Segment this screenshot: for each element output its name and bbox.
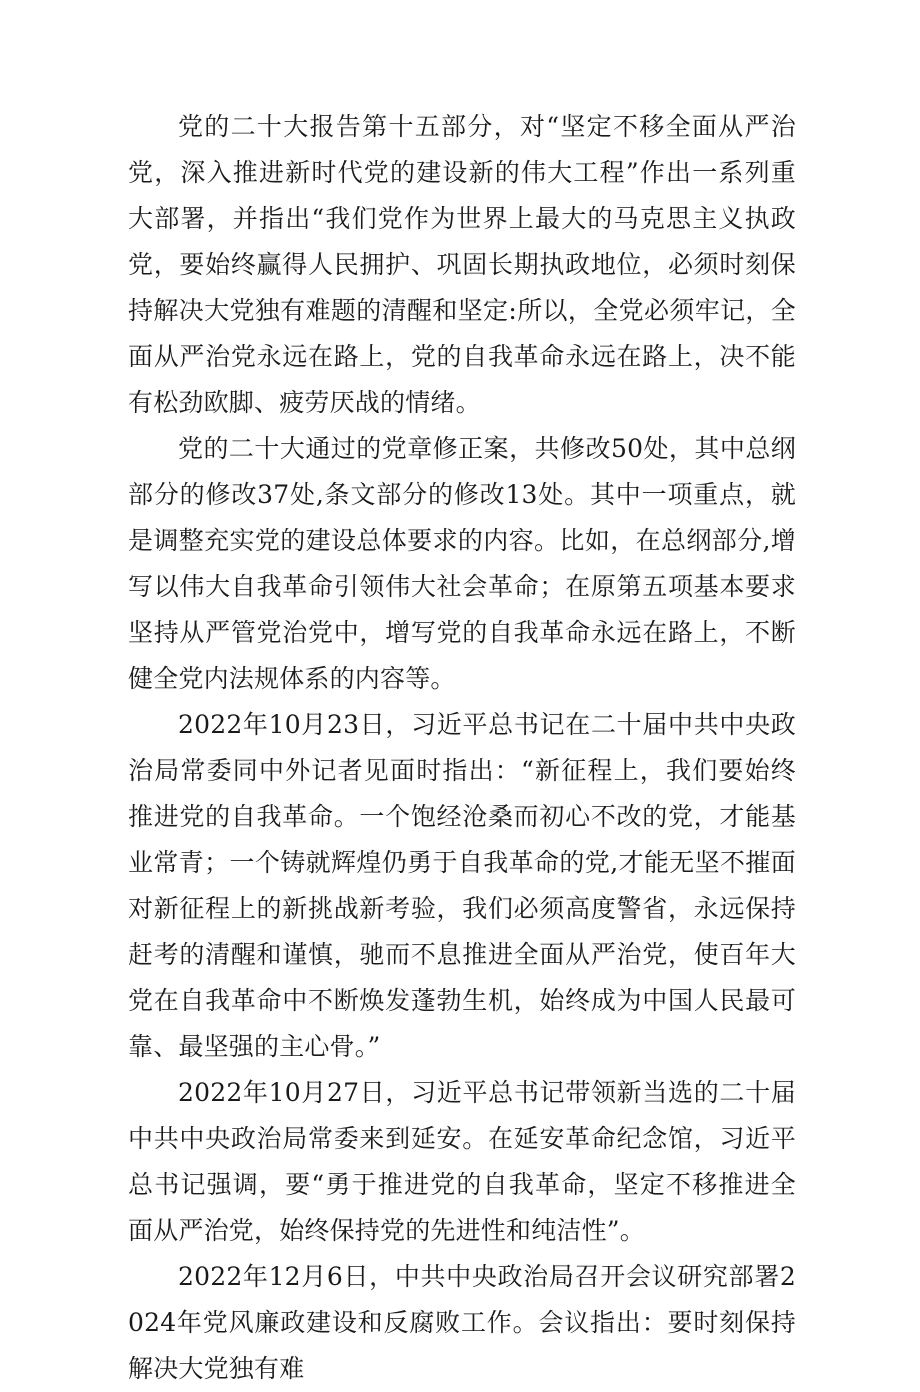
paragraph-1: 党的二十大报告第十五部分，对“坚定不移全面从严治党，深入推进新时代党的建设新的伟大工程”作出一系列重大部署，并指出“我们党作为世界上最大的马克思主义执政党，要始终赢得人民拥护、巩固长期执政地位，必须时刻保持解决大党独有难题的清醒和坚定:所以，全党必须牢记，全面从严治党永远在路上，党的自我革命永远在路上，决不能有松劲欧脚、疲劳厌战的情绪。 xyxy=(128,112,796,417)
paragraph-4: 2022年10月27日，习近平总书记带领新当选的二十届中共中央政治局常委来到延安。在延安革命纪念馆，习近平总书记强调，要“勇于推进党的自我革命，坚定不移推进全面从严治党，始终保持党的先进性和纯洁性”。 xyxy=(128,1078,796,1245)
paragraph-3: 2022年10月23日，习近平总书记在二十届中共中央政治局常委同中外记者见面时指出：“新征程上，我们要始终推进党的自我革命。一个饱经沧桑而初心不改的党，才能基业常青；一个铸就辉煌仍勇于自我革命的党,才能无坚不摧面对新征程上的新挑战新考验，我们必须高度警省，永远保持赶考的清醒和谨慎，驰而不息推进全面从严治党，使百年大党在自我革命中不断焕发蓬勃生机，始终成为中国人民最可靠、最坚强的主心骨。” xyxy=(128,710,796,1061)
paragraph-2: 党的二十大通过的党章修正案，共修改50处，其中总纲部分的修改37处,条文部分的修改13处。其中一项重点，就是调整充实党的建设总体要求的内容。比如，在总纲部分,增写以伟大自我革命引领伟大社会革命；在原第五项基本要求坚持从严管党治党中，增写党的自我革命永远在路上，不断健全党内法规体系的内容等。 xyxy=(128,434,796,693)
paragraph-5: 2022年12月6日，中共中央政治局召开会议研究部署2024年党风廉政建设和反腐败工作。会议指出：要时刻保持解决大党独有难 xyxy=(128,1262,796,1383)
document-body xyxy=(128,104,796,1392)
